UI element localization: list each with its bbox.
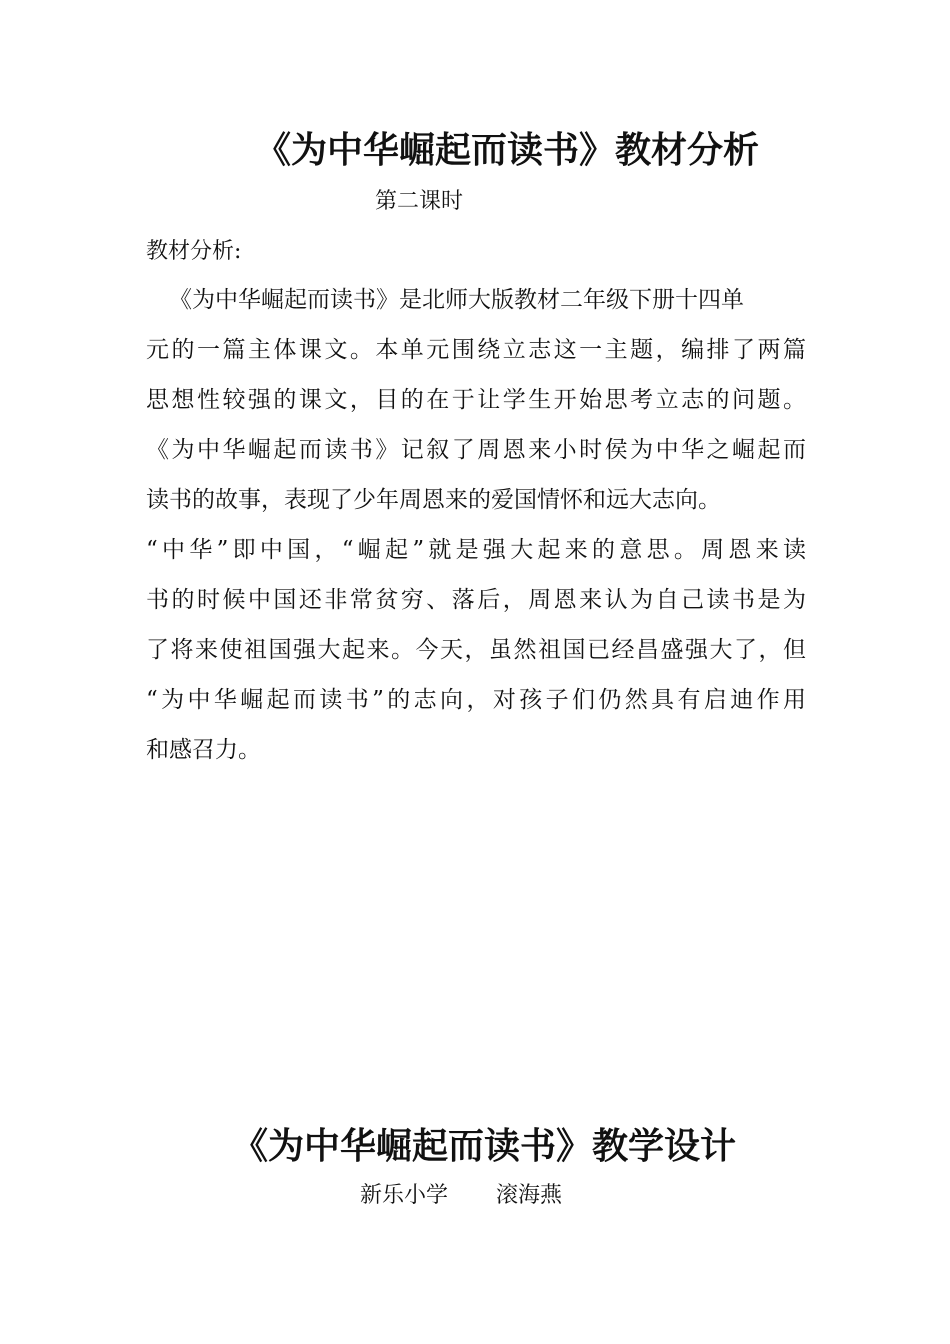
body-line: 思想性较强的课文，目的在于让学生开始思考立志的问题。 [146,387,806,413]
author-line [360,1178,562,1209]
analysis-subtitle: 第二课时 [375,189,464,214]
design-title: 《为中华崛起而读书》教学设计 [232,1125,737,1167]
body-line: 读书的故事，表现了少年周恩来的爱国情怀和远大志向。 [146,487,721,513]
body-line: 书的时候中国还非常贫穷、落后，周恩来认为自己读书是为 [146,587,806,613]
body-line: 《为中华崛起而读书》记叙了周恩来小时侯为中华之崛起而 [146,437,806,463]
body-line: 元的一篇主体课文。本单元围绕立志这一主题，编排了两篇 [146,337,806,363]
body-line: “为中华崛起而读书”的志向，对孩子们仍然具有启迪作用 [146,687,806,713]
body-line: “中华”即中国，“崛起”就是强大起来的意思。周恩来读 [146,537,806,563]
section-label: 教材分析: [146,239,242,264]
body-line: 了将来使祖国强大起来。今天，虽然祖国已经昌盛强大了，但 [146,637,806,663]
analysis-title: 《为中华崛起而读书》教材分析 [255,129,760,171]
body-line: 和感召力。 [146,737,261,763]
school-name: 新乐小学 [360,1183,449,1208]
author-name: 滚海燕 [496,1183,563,1208]
analysis-body [146,282,806,782]
body-line: 《为中华崛起而读书》是北师大版教材二年级下册十四单 [169,287,744,313]
